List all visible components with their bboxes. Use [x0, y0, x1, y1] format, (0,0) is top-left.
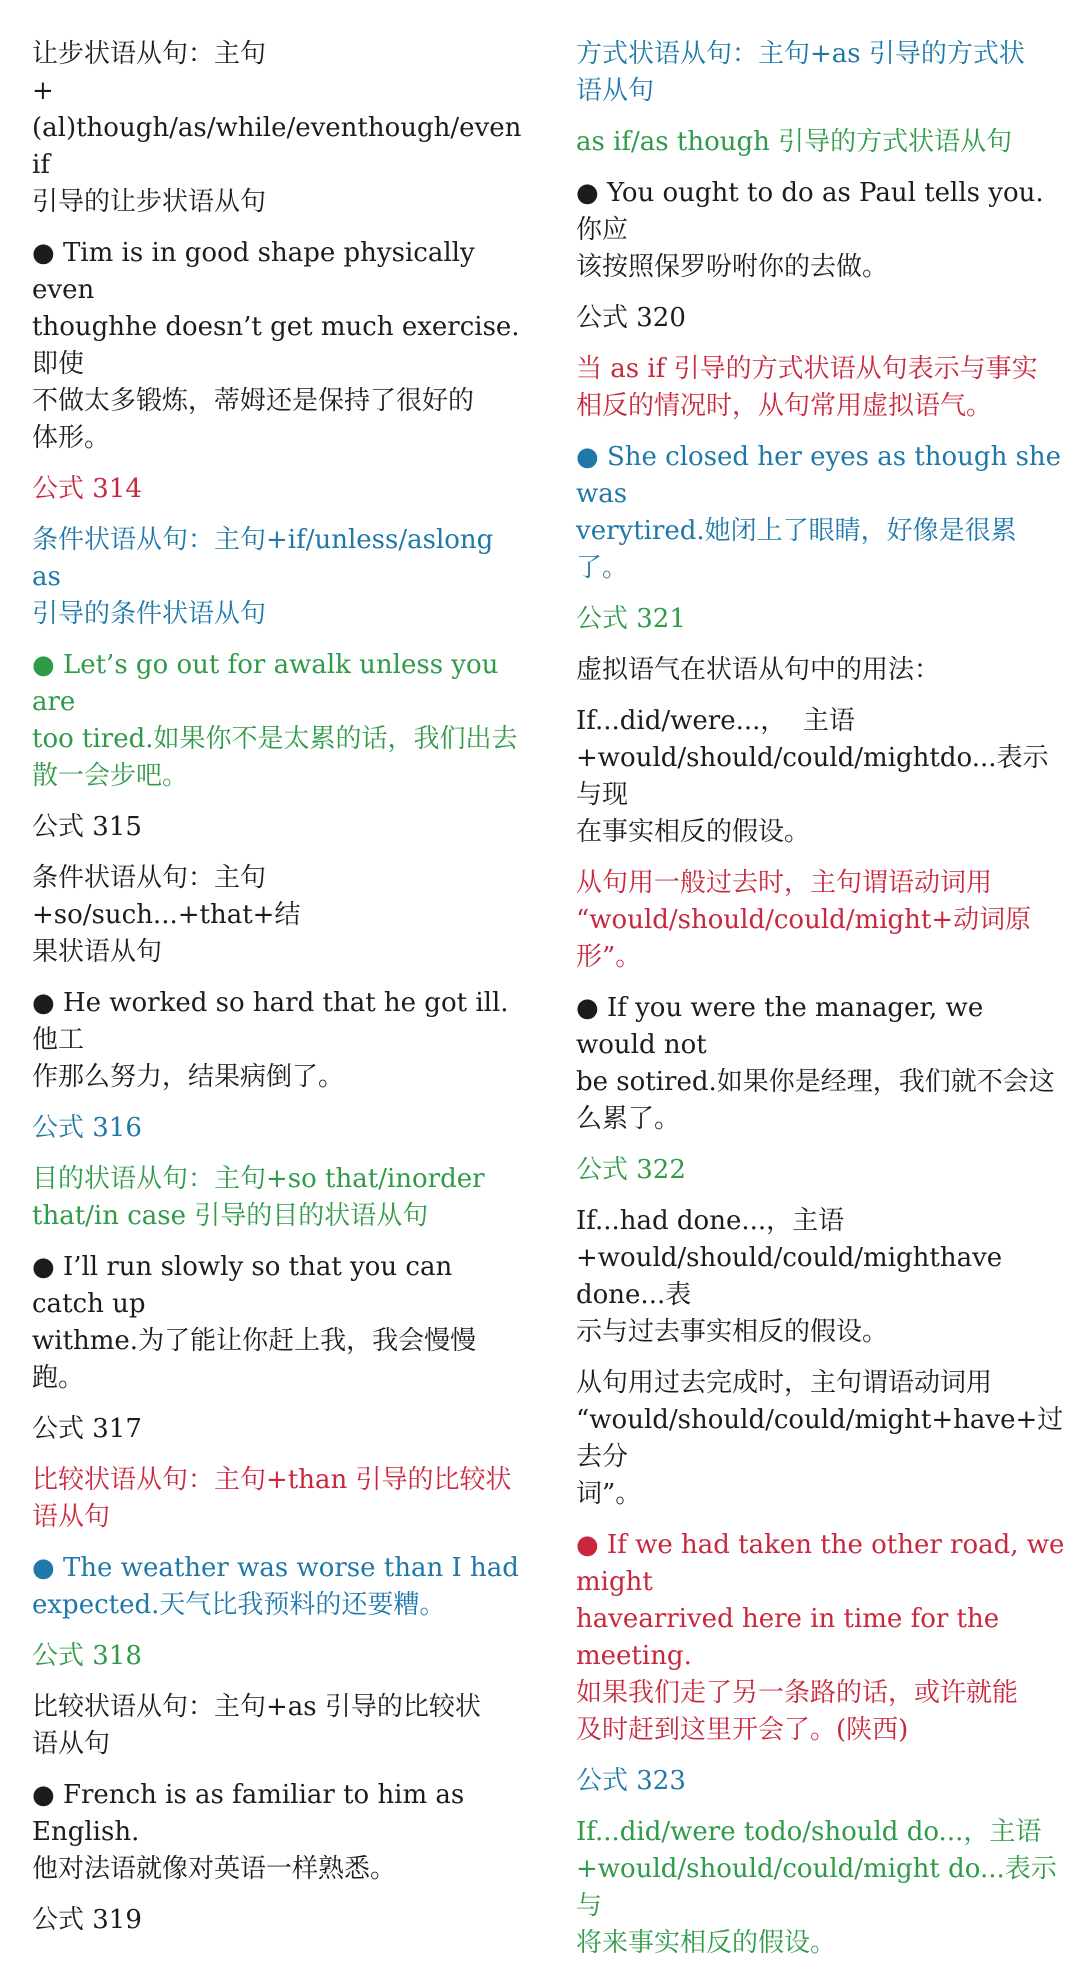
formula-318-label: 公式 318 [32, 1641, 142, 1671]
comparison-than-example: ● The weather was worse than I had expected.天气比我预料的还要糟。 [32, 1553, 519, 1620]
concession-clause-heading: 让步状语从句：主句 +(al)though/as/while/eventhough/even if 引导的让步状语从句 [32, 39, 522, 217]
left-column [32, 36, 522, 1953]
formula-319-label: 公式 319 [32, 1905, 142, 1935]
present-counterfactual-rule: If...did/were...， 主语 +would/should/could/mightdo...表示与现 在事实相反的假设。 [576, 706, 1049, 847]
formula-323-label: 公式 323 [576, 1766, 686, 1796]
comparison-than-heading: 比较状语从句：主句+than 引导的比较状 语从句 [32, 1465, 512, 1532]
result-clause-heading: 条件状语从句：主句+so/such...+that+结 果状语从句 [32, 863, 301, 967]
right-column [576, 36, 1068, 1976]
present-counterfactual-example: ● If you were the manager, we would not be sotired.如果你是经理，我们就不会这 么累了。 [576, 993, 1055, 1134]
condition-example: ● Let’s go out for awalk unless you are too tired.如果你不是太累的话，我们出去 散一会步吧。 [32, 650, 518, 791]
formula-317-label: 公式 317 [32, 1414, 142, 1444]
manner-as-if-heading: as if/as though 引导的方式状语从句 [576, 127, 1013, 157]
manner-clause-heading: 方式状语从句：主句+as 引导的方式状 语从句 [576, 39, 1025, 106]
as-if-subjunctive-note: 当 as if 引导的方式状语从句表示与事实 相反的情况时，从句常用虚拟语气。 [576, 354, 1038, 421]
formula-315-label: 公式 315 [32, 812, 142, 842]
future-counterfactual-rule: If...did/were todo/should do...，主语 +would/should/could/might do...表示与 将来事实相反的假设。 [576, 1817, 1057, 1958]
purpose-example: ● I’ll run slowly so that you can catch up withme.为了能让你赶上我，我会慢慢跑。 [32, 1252, 477, 1393]
manner-example: ● You ought to do as Paul tells you.你应 该按照保罗吩咐你的去做。 [576, 178, 1044, 282]
formula-314-label: 公式 314 [32, 474, 142, 504]
as-though-example: ● She closed her eyes as though she was verytired.她闭上了眼睛，好像是很累了。 [576, 442, 1062, 583]
past-counterfactual-rule: If...had done...，主语 +would/should/could/mighthave done...表 示与过去事实相反的假设。 [576, 1206, 1003, 1347]
past-counterfactual-note: 从句用过去完成时，主句谓语动词用 “would/should/could/might+have+过去分 词”。 [576, 1368, 1064, 1509]
present-counterfactual-note: 从句用一般过去时，主句谓语动词用 “would/should/could/might+动词原形”。 [576, 868, 1032, 972]
subjunctive-usage-heading: 虚拟语气在状语从句中的用法： [576, 655, 941, 685]
purpose-clause-heading: 目的状语从句：主句+so that/inorder that/in case 引导的目的状语从句 [32, 1164, 485, 1231]
formula-316-label: 公式 316 [32, 1113, 142, 1143]
formula-321-label: 公式 321 [576, 604, 686, 634]
condition-clause-heading: 条件状语从句：主句+if/unless/aslong as 引导的条件状语从句 [32, 525, 494, 629]
comparison-as-example: ● French is as familiar to him as English. 他对法语就像对英语一样熟悉。 [32, 1780, 465, 1884]
result-example: ● He worked so hard that he got ill.他工 作那么努力，结果病倒了。 [32, 988, 509, 1092]
formula-320-label: 公式 320 [576, 303, 686, 333]
past-counterfactual-example: ● If we had taken the other road, we might havearrived here in time for the meeting. 如果我们走了另一条路的话，或许就能 及时赶到这里开会了。(陕西) [576, 1530, 1065, 1745]
formula-322-label: 公式 322 [576, 1155, 686, 1185]
concession-example: ● Tim is in good shape physically even thoughhe doesn’t get much exercise.即使 不做太多锻炼，蒂姆还是保持了很好的 体形。 [32, 238, 520, 453]
comparison-as-heading: 比较状语从句：主句+as 引导的比较状 语从句 [32, 1692, 481, 1759]
